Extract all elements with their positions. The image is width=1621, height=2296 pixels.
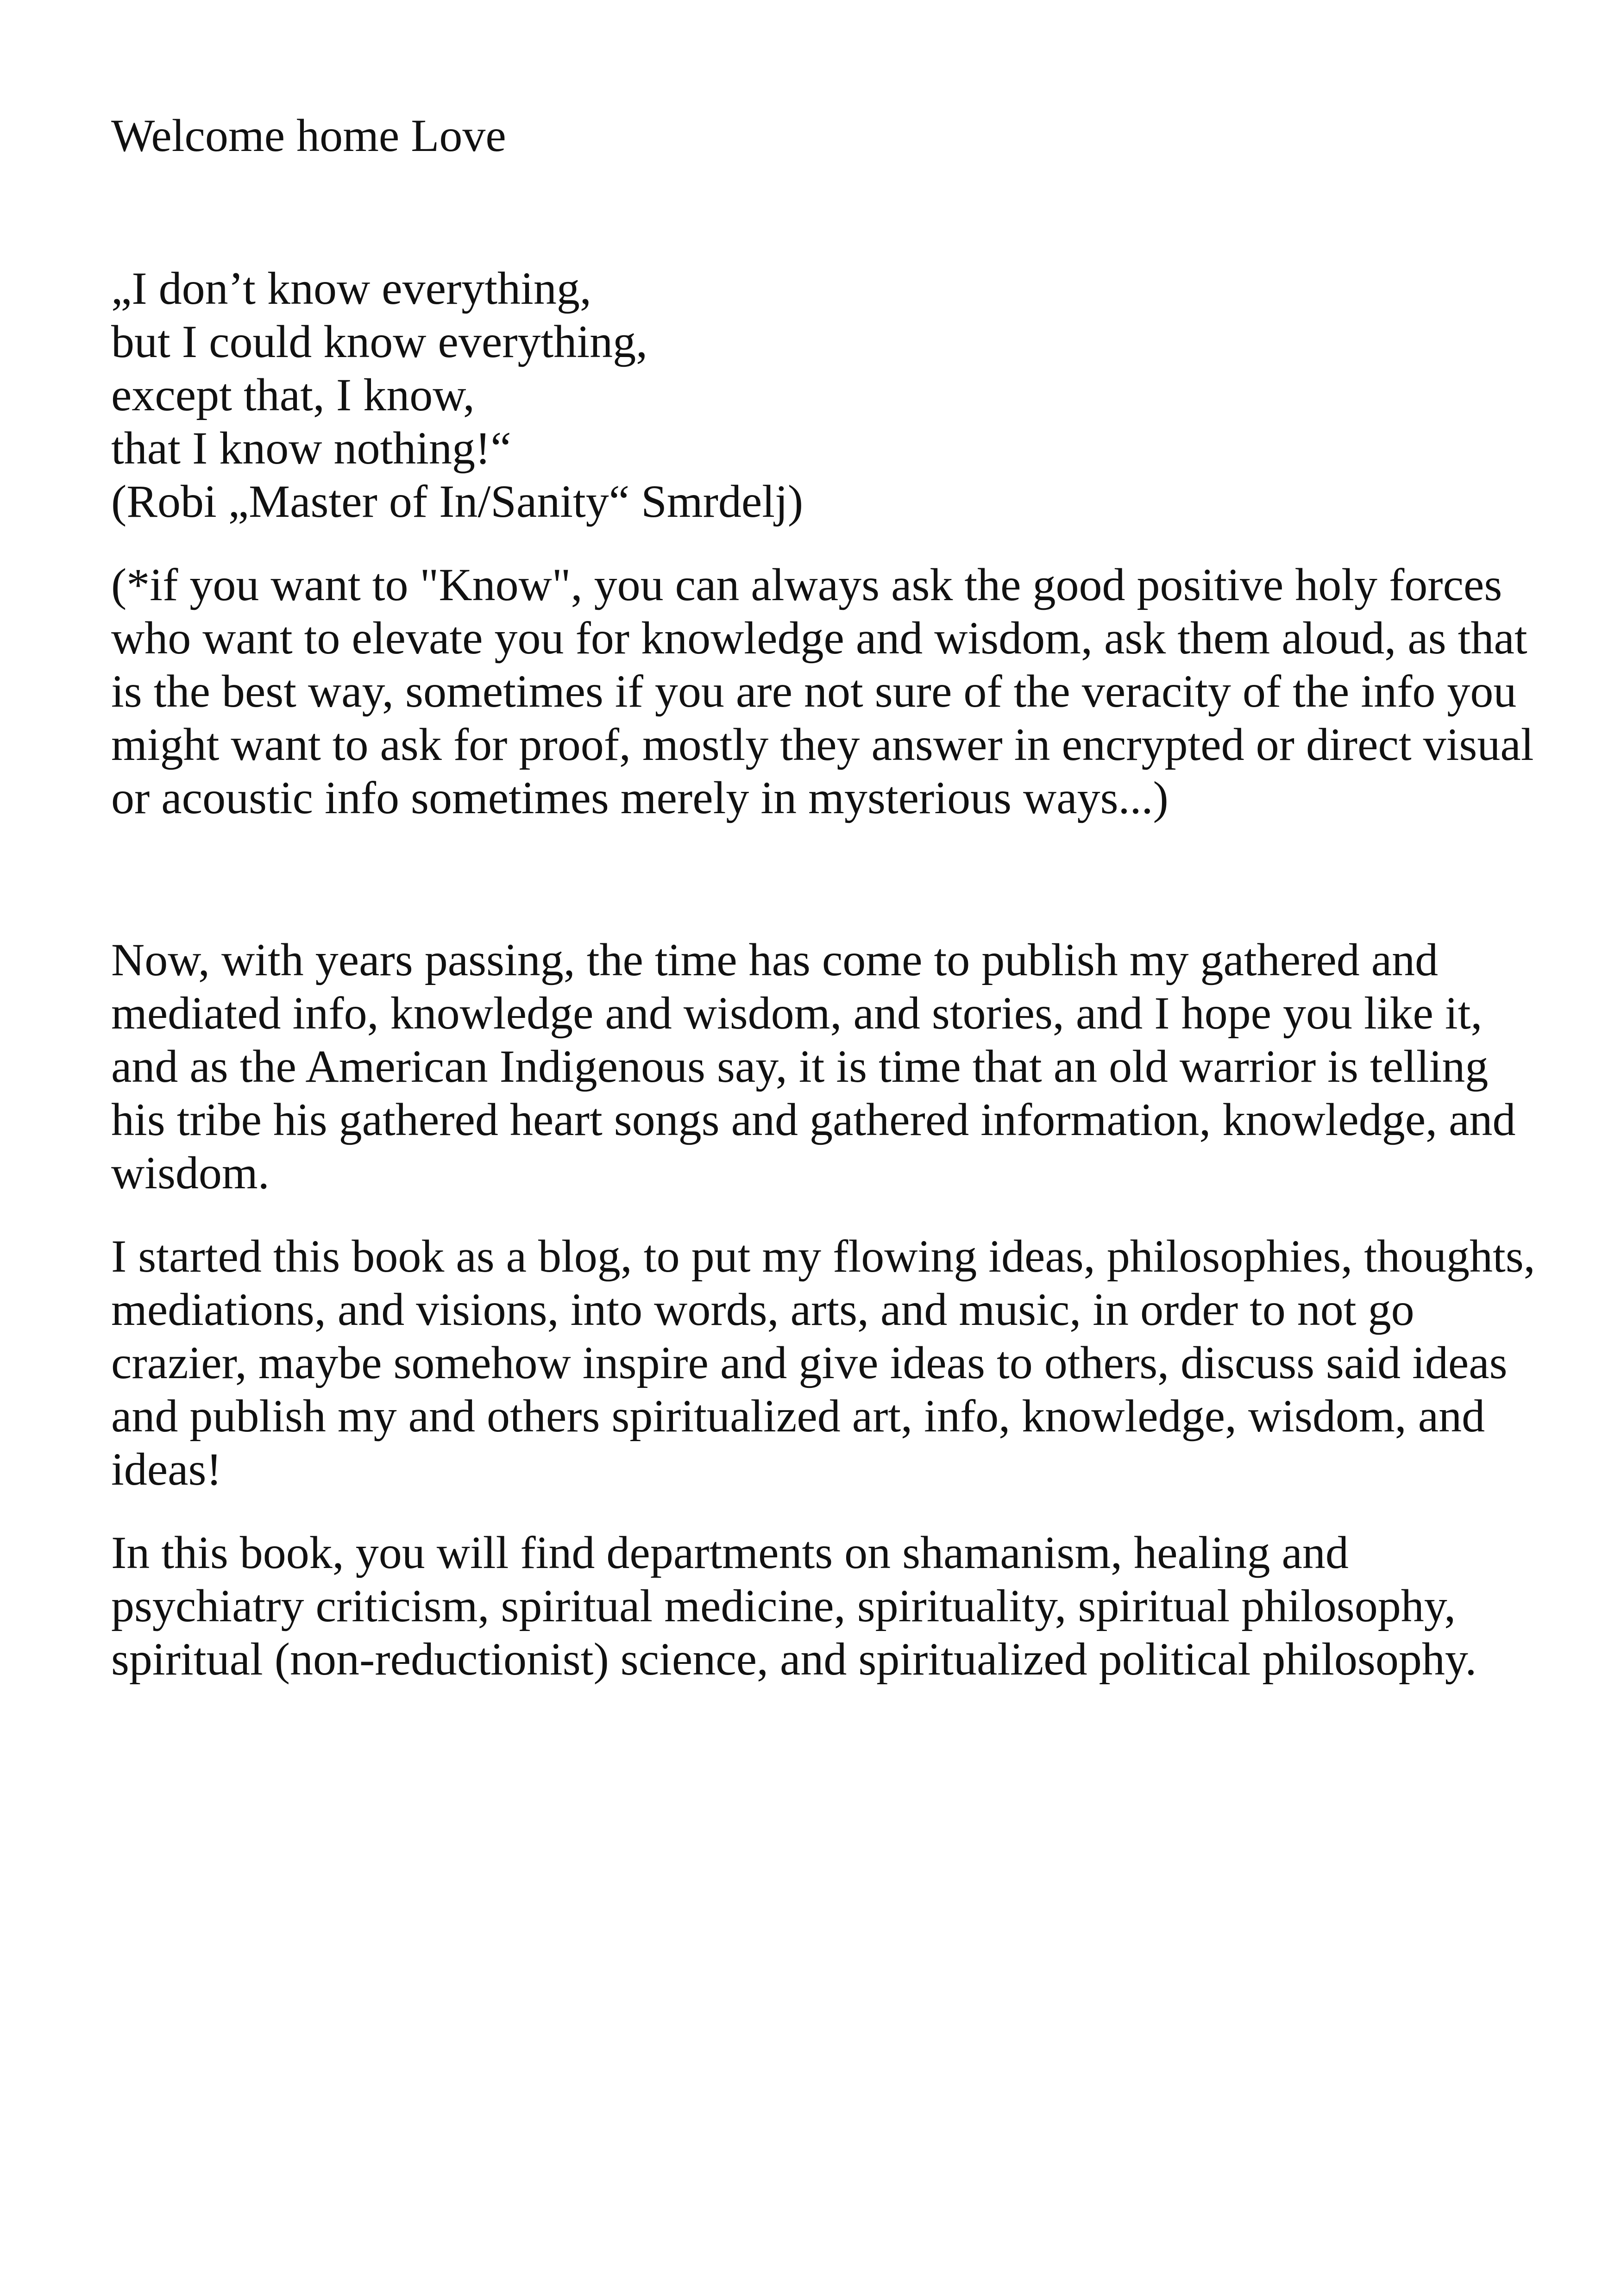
note-paragraph: (*if you want to "Know", you can always ask the good positive holy forces who want to elevate you for knowledge and wisdom, ask them aloud, as that is the best way, sometimes if you are not sure of the veracity of the info you might want to ask for proof, mostly they answer in encrypted or direct visual or acoustic info sometimes merely in mysterious ways...) — [111, 559, 1534, 823]
page-content — [111, 107, 1547, 1686]
quote-line: but I could know everything, — [111, 316, 648, 367]
quote-attribution: (Robi „Master of In/Sanity“ Smrdelj) — [111, 476, 804, 527]
body-paragraph: I started this book as a blog, to put my flowing ideas, philosophies, thoughts, mediations, and visions, into words, arts, and music, in order to not go crazier, maybe somehow inspire and give ideas to others, discuss said ideas and publish my and others spiritualized art, info, knowledge, wisdom, and ideas! — [111, 1230, 1535, 1495]
quote-line: except that, I know, — [111, 369, 475, 420]
page-heading: Welcome home Love — [111, 110, 506, 161]
body-paragraph: In this book, you will find departments on shamanism, healing and psychiatry criticism, spiritual medicine, spirituality, spiritual philosophy, spiritual (non-reductionist) science, and spiritualized political philosophy. — [111, 1527, 1477, 1685]
quote-line: that I know nothing!“ — [111, 422, 511, 474]
body-paragraph: Now, with years passing, the time has come to publish my gathered and mediated info, knowledge and wisdom, and stories, and I hope you like it, and as the American Indigenous say, it is time that an old warrior is telling his tribe his gathered heart songs and gathered information, knowledge, and wisdom. — [111, 934, 1516, 1198]
quote-block — [111, 262, 1547, 528]
quote-line: „I don’t know everything, — [111, 263, 591, 314]
